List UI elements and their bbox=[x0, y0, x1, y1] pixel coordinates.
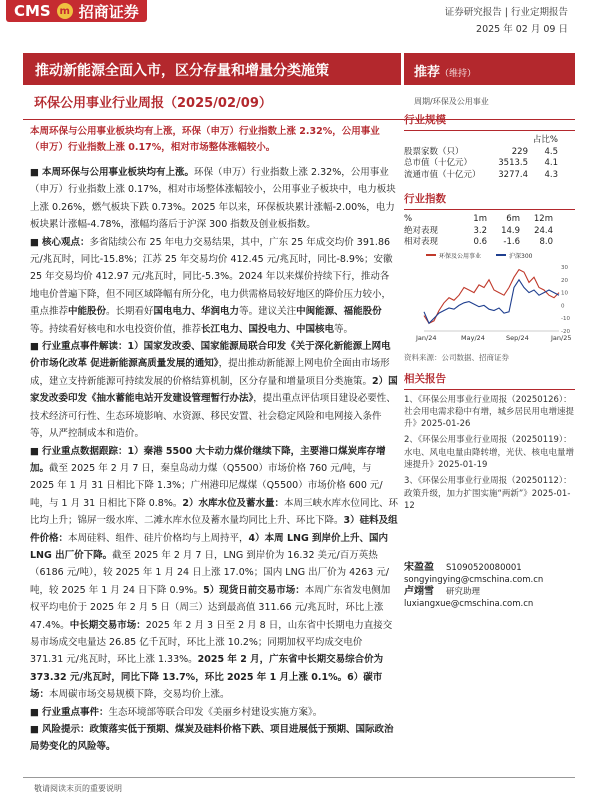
index-title: 行业指数 bbox=[404, 191, 575, 210]
perf-cell: 8.0 bbox=[539, 237, 553, 247]
para2-text3: 等。建议关注 bbox=[239, 306, 297, 318]
x-tick-label: Jan/24 bbox=[416, 333, 437, 342]
para2-text5: 等。 bbox=[334, 323, 354, 335]
chart-source: 资料来源：公司数据、招商证券 bbox=[404, 352, 509, 362]
para5-lead: 行业重点事件： bbox=[42, 706, 109, 718]
para4-text2: 本周三峡水库水位同比、环比均上升；锦屏一级水库、二滩水库水位及蓄水量均同比上升、环比下降。 bbox=[30, 497, 399, 527]
header-meta bbox=[445, 4, 568, 38]
para1-lead: 本周环保与公用事业板块均有上涨。 bbox=[42, 167, 195, 178]
logo-text: CMS bbox=[14, 2, 51, 20]
rating-label: 推荐 bbox=[414, 65, 441, 80]
para3-text: ，提出推动新能源上网电价全面由市场形成，建立支持新能源可持续发展的价格结算机制，区分存量和增量项目分类施策。 bbox=[30, 358, 390, 387]
analyst-block bbox=[404, 562, 575, 610]
para-key-events: ■ 行业重点事件：生态环境部等联合印发《美丽乡村建设实施方案》。 bbox=[30, 706, 323, 718]
para2-text: 多省陆续公布 25 年电力交易结果，其中，广东 25 年成交均价 391.86 元/兆瓦时，同比-15.8%；江苏 25 年交易均价 412.45 元/兆瓦时，同比-8.9%；安徽 25 年交易均价 412.97 元/兆瓦时，同比-5.3%。2024 年以来煤价持续下行，推动各地电价普遍下降，但不同区域降幅有所分化，电力供需格局较好地区的降价压力较小，重点推荐 bbox=[30, 236, 393, 318]
perf-cell: 12m bbox=[533, 214, 553, 224]
scale-cell: 4.5 bbox=[544, 146, 558, 157]
perf-cell: 绝对表现 bbox=[404, 225, 439, 236]
chart-svg bbox=[404, 249, 575, 349]
related-report-item[interactable]: 1、《环保公用事业行业周报（20250126）：社会用电需求稳中有增，城乡居民用电增速提升》2025-01-26 bbox=[404, 394, 575, 430]
report-title: 推动新能源全面入市，区分存量和增量分类施策 bbox=[35, 63, 329, 79]
scale-header: 占比% bbox=[532, 135, 558, 145]
para4-lead4: 4）本周 LNG 到岸价上升、国内 LNG 出厂价下降。 bbox=[30, 532, 389, 561]
report-title-banner bbox=[23, 53, 401, 85]
x-tick-label: May/24 bbox=[461, 333, 485, 342]
y-tick-label: -20 bbox=[561, 328, 570, 335]
scale-cell: 3513.5 bbox=[498, 158, 528, 168]
para4-text3: 本周硅料、组件、硅片价格均与上周持平， bbox=[68, 532, 249, 544]
para-sector-performance: ■ 本周环保与公用事业板块均有上涨。环保（申万）行业指数上涨 2.32%，公用事业（申万）行业指数上涨 0.17%，相对市场整体涨幅较小，公用事业子板块中，电力板块上涨 0.26%，燃气板块下跌 0.73%。2025 年以来，环保板块累计涨幅-2.00%，电力板块累计涨幅-4.78%，涨幅均落后于沪深 300 指数及创业板指数。 bbox=[30, 167, 396, 231]
logo-emblem-icon: m bbox=[57, 3, 73, 19]
x-tick-label: Sep/24 bbox=[506, 333, 529, 342]
legend-label: 环保及公用事业 bbox=[439, 252, 482, 260]
analyst-email-2[interactable]: luxiangxue@cmschina.com.cn bbox=[404, 599, 534, 609]
report-category: 周期/环保及公用事业 bbox=[414, 97, 489, 106]
scale-cell: 3277.4 bbox=[498, 169, 528, 180]
report-date: 2025 年 02 月 09 日 bbox=[476, 24, 568, 35]
analyst-email-1[interactable]: songyingying@cmschina.com.cn bbox=[404, 575, 544, 585]
scale-header bbox=[488, 135, 528, 147]
scale-cell: 4.3 bbox=[544, 169, 558, 180]
para2-bold4: 长江电力、国投电力、中国核电 bbox=[201, 323, 335, 335]
logo-cn: 招商证券 bbox=[78, 2, 139, 21]
para2-bold3: 中闽能源、福能股份 bbox=[296, 306, 382, 318]
scale-cell: 229 bbox=[511, 146, 528, 157]
para2-text4: 等。持续看好核电和水电投资价值，推荐 bbox=[30, 323, 202, 335]
para4-text8: 本周碳市场交易规模下降，交易均价上涨。 bbox=[49, 689, 230, 701]
perf-cell: -1.6 bbox=[503, 237, 520, 247]
para4-lead7: 2025 年 2 月，广东省中长期交易综合价为 373.32 元/兆瓦时，同比下降 13.7%，环比 2025 年 1 月上涨 0.1%。 bbox=[30, 654, 384, 683]
para4-lead: 行业重点数据跟踪：1）秦港 5500 大卡动力煤价继续下降，主要港口煤炭库存增加。 bbox=[30, 445, 386, 474]
analyst-name-2: 卢翊雪 bbox=[404, 586, 434, 597]
y-tick-label: 0 bbox=[561, 302, 565, 309]
para4-lead8: 6）碳市场： bbox=[30, 671, 383, 701]
para2-text2: 。长期看好 bbox=[106, 306, 154, 318]
para2-lead: 核心观点： bbox=[42, 236, 90, 248]
para2-bold2: 国电电力、华润电力 bbox=[153, 306, 240, 318]
para4-lead6: 中长期交易市场： bbox=[69, 619, 146, 631]
rating-box bbox=[404, 53, 575, 85]
para3-lead: 行业重点事件解读：1）国家发改委、国家能源局联合印发《关于深化新能源上网电价市场化改革 促进新能源高质量发展的通知》 bbox=[30, 341, 391, 370]
sidebar bbox=[404, 112, 575, 516]
series-line-0 bbox=[424, 269, 559, 323]
para-core-view: ■ 核心观点：多省陆续公布 25 年电力交易结果，其中，广东 25 年成交均价 391.86 元/兆瓦时，同比-15.8%；江苏 25 年交易均价 412.45 元/兆瓦时，同比-8.9%；安徽 25 年交易均价 412.97 元/兆瓦时，同比-5.3%。2024 年以来煤价持续下行，推动各地电价普遍下降，但不同区域降幅有所分化，电力供需格局较好地区的降价压力较小，重点推荐中能股份。长期看好国电电力、华润电力等。建议关注中闽能源、福能股份等。持续看好核电和水电投资价值，推荐长江电力、国投电力、中国核电等。 bbox=[30, 236, 393, 335]
para4-text5: 本周广东省发电侧加权平均电价于 2025 年 2 月 5 日（周三）达到最高值 311.66 元/兆瓦时，环比上涨 47.4%。 bbox=[30, 584, 391, 631]
para3-lead2: 2）国家发改委印发《抽水蓄能电站开发建设管理暂行办法》 bbox=[30, 375, 398, 405]
para3-text2: ，提出重点评估项目建设必要性、技术经济可行性、生态环境影响、水资源、移民安置、社会稳定风险和电网接入条件等，从严控制成本和造价。 bbox=[30, 393, 396, 440]
rating-sub: （维持） bbox=[440, 69, 477, 79]
y-tick-label: 20 bbox=[561, 277, 568, 284]
y-tick-label: -10 bbox=[561, 315, 570, 322]
scale-cell: 4.1 bbox=[544, 158, 558, 168]
para6-lead: 风险提示：政策落实低于预期、煤炭及硅料价格下跌、项目进展低于预期、国际政治局势变化的风险等。 bbox=[30, 724, 394, 753]
scale-header bbox=[404, 135, 488, 147]
index-chart bbox=[404, 249, 575, 349]
y-tick-label: 10 bbox=[561, 290, 568, 297]
related-title: 相关报告 bbox=[404, 371, 575, 390]
scale-cell: 流通市值（十亿元） bbox=[404, 169, 481, 180]
para4-lead3: 3）硅料及组件价格： bbox=[30, 515, 398, 544]
legend-label: 沪深300 bbox=[509, 252, 533, 260]
x-tick-label: Jan/25 bbox=[551, 333, 572, 342]
analyst-name-1: 宋盈盈 bbox=[404, 562, 434, 573]
para4-text: 截至 2025 年 2 月 7 日，秦皇岛动力煤（Q5500）市场价格 760 元/吨，与 2025 年 1 月 31 日相比下降 1.3%；广州港印尼煤煤（Q5500）市场价格 600 元/吨，与 1 月 31 日相比下降 0.8%。 bbox=[30, 462, 383, 509]
para4-lead5: 5）现货日前交易市场： bbox=[203, 584, 305, 596]
para5-text: 生态环境部等联合印发《美丽乡村建设实施方案》。 bbox=[108, 706, 323, 718]
para4-lead2: 2）水库水位及蓄水量： bbox=[182, 497, 284, 509]
perf-cell: 24.4 bbox=[534, 225, 553, 236]
footer-divider bbox=[23, 777, 575, 778]
perf-cell: 3.2 bbox=[473, 225, 487, 236]
related-report-item[interactable]: 2、《环保公用事业行业周报（20250119）：水电、风电电量由降转增，光伏、核电电量增速提升》2025-01-19 bbox=[404, 435, 575, 470]
summary-text: 本周环保与公用事业板块均有上涨，环保（申万）行业指数上涨 2.32%，公用事业（申万）行业指数上涨 0.17%，相对市场整体涨幅较小。 bbox=[30, 126, 380, 153]
para4-text4: 截至 2025 年 2 月 7 日，LNG 到岸价为 16.32 美元/百万英热（6186 元/吨），较 2025 年 1 月 24 日上涨 17.0%；国内 LNG 出厂价为 4263 元/吨，较 2025 年 1 月 24 日下降 0.9%。 bbox=[30, 549, 389, 596]
para-events: ■ 行业重点事件解读：1）国家发改委、国家能源局联合印发《关于深化新能源上网电价市场化改革 促进新能源高质量发展的通知》，提出推动新能源上网电价全面由市场形成，建立支持新能源可持续发展的价格结算机制，区分存量和增量项目分类施策。2）国家发改委印发《抽水蓄能电站开发建设管理暂行办法》，提出重点评估项目建设必要性、技术经济可行性、生态环境影响、水资源、移民安置、社会稳定风险和电网接入条件等，从严控制成本和造价。 bbox=[30, 341, 398, 440]
para1-text: 环保（申万）行业指数上涨 2.32%，公用事业（申万）行业指数上涨 0.17%，相对市场整体涨幅较小，公用事业子板块中，电力板块上涨 0.26%，燃气板块下跌 0.73%。2025 年以来，环保板块累计涨幅-2.00%，电力板块累计涨幅-4.78%，涨幅均落后于沪深 300 指数及创业板指数。 bbox=[30, 167, 396, 231]
para2-bold1: 中能股份 bbox=[68, 306, 107, 318]
para4-text6: 2025 年 2 月 3 日至 2 月 8 日，山东省中长期电力直接交易市场成交电量达 26.85 亿千瓦时，环比上涨 10.2%；同期加权平均成交电价 371.31 元/兆瓦时，环比上涨 1.33%。 bbox=[30, 619, 393, 666]
perf-cell: 6m bbox=[506, 214, 520, 224]
analyst-id-1: S1090520080001 bbox=[446, 563, 522, 573]
related-report-item[interactable]: 3、《环保公用事业行业周报（20250112）：政策升级，加力扩围实施“两新”》2025-01-12 bbox=[404, 476, 572, 511]
scale-cell: 股票家数（只） bbox=[404, 146, 464, 157]
report-type: 证券研究报告 | 行业定期报告 bbox=[444, 7, 568, 18]
perf-cell: 相对表现 bbox=[404, 237, 439, 247]
perf-cell: 1m bbox=[473, 214, 487, 224]
perf-cell: 0.6 bbox=[473, 237, 487, 247]
related-list bbox=[404, 394, 575, 513]
para-data-tracking: ■ 行业重点数据跟踪：1）秦港 5500 大卡动力煤价继续下降，主要港口煤炭库存增加。截至 2025 年 2 月 7 日，秦皇岛动力煤（Q5500）市场价格 760 元/吨，与 2025 年 1 月 31 日相比下降 1.3%；广州港印尼煤煤（Q5500）市场价格 600 元/吨，与 1 月 31 日相比下降 0.8%。2）水库水位及蓄水量：本周三峡水库水位同比、环比均上升；锦屏一级水库、二滩水库水位及蓄水量均同比上升、环比下降。3）硅料及组件价格：本周硅料、组件、硅片价格均与上周持平，4）本周 LNG 到岸价上升、国内 LNG 出厂价下降。截至 2025 年 2 月 7 日，LNG 到岸价为 16.32 美元/百万英热（6186 元/吨），较 2025 年 1 月 24 日上涨 17.0%；国内 LNG 出厂价为 4263 元/吨，较 2025 年 1 月 24 日下降 0.9%。5）现货日前交易市场：本周广东省发电侧加权平均电价于 2025 年 2 月 5 日（周三）达到最高值 311.66 元/兆瓦时，环比上涨 47.4%。中长期交易市场：2025 年 2 月 3 日至 2 月 8 日，山东省中长期电力直接交易市场成交电量达 26.85 亿千瓦时，环比上涨 10.2%；同期加权平均成交电价 371.31 元/兆瓦时，环比上涨 1.33%。2025 年 2 月，广东省中长期交易综合价为 373.32 元/兆瓦时，同比下降 13.7%，环比 2025 年 1 月上涨 0.1%。6）碳市场：本周碳市场交易规模下降，交易均价上涨。 bbox=[30, 445, 399, 701]
scale-table bbox=[404, 135, 575, 181]
para-risk: ■ 风险提示：政策落实低于预期、煤炭及硅料价格下跌、项目进展低于预期、国际政治局势变化的风险等。 bbox=[30, 724, 394, 753]
perf-cell: % bbox=[404, 214, 413, 224]
scale-cell: 总市值（十亿元） bbox=[404, 158, 473, 168]
company-logo bbox=[6, 0, 147, 22]
analyst-role-2: 研究助理 bbox=[446, 587, 481, 597]
perf-cell: 14.9 bbox=[501, 225, 520, 236]
report-subtitle: 环保公用事业行业周报（2025/02/09） bbox=[34, 96, 272, 111]
scale-title: 行业规模 bbox=[404, 112, 575, 131]
y-tick-label: 30 bbox=[561, 264, 568, 271]
perf-table bbox=[404, 214, 575, 249]
page-header bbox=[0, 0, 600, 48]
main-body bbox=[30, 164, 398, 756]
footer-note: 敬请阅读末页的重要说明 bbox=[34, 784, 122, 793]
